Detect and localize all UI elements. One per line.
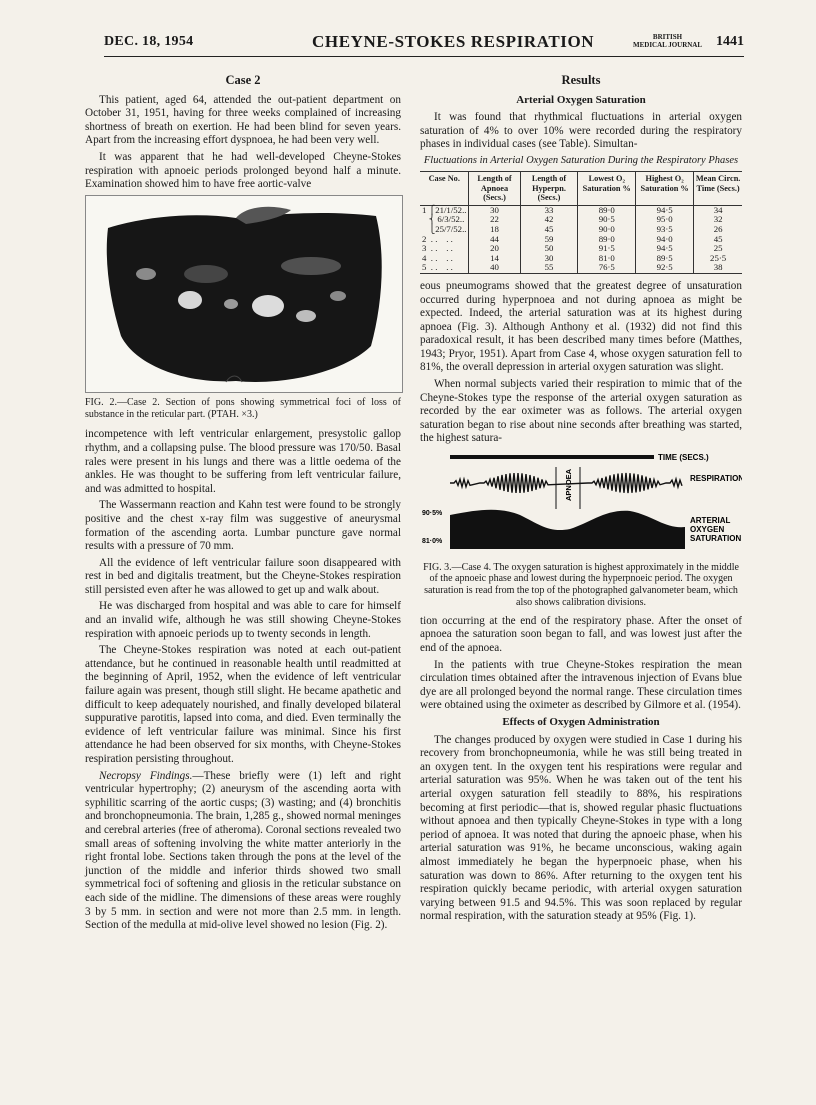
table-cell: 5 . . . . xyxy=(420,263,469,273)
page-header xyxy=(104,34,744,57)
journal-line-1: BRITISH xyxy=(652,33,683,41)
paragraph: The Wassermann reaction and Kahn test were found to be strongly positive and the chest x-ray film was suggestive of aneurysmal formation of the ascending aorta. Lumbar puncture gave normal results with a pressure of 70 mm. xyxy=(85,499,401,553)
table-row xyxy=(420,235,742,245)
table-header-row xyxy=(420,171,742,205)
results-heading: Results xyxy=(561,73,601,87)
case-heading: Case 2 xyxy=(225,73,261,87)
saturation-label-3: SATURATION xyxy=(690,534,742,544)
running-title: CHEYNE-STOKES RESPIRATION xyxy=(312,32,595,51)
paragraph: It was apparent that he had well-developed Cheyne-Stokes respiration with apnoeic periods prolonged beyond half a minute. Examination showed him to have free aortic-valve xyxy=(85,150,401,191)
time-scale-bar xyxy=(450,455,654,459)
table-cell: 32 xyxy=(694,215,742,225)
paragraph: incompetence with left ventricular enlargement, presystolic gallop rhythm, and a collapsing pulse. The blood pressure was 170/50. Basal rales were present in his lungs and there was a little oedema of the ankles. He was thought to be suffering from left ventricular failure, and was admitted to hospital. xyxy=(85,428,401,495)
paragraph: The Cheyne-Stokes respiration was noted at each out-patient attendance, but he continued in reasonable health until readmitted at the beginning of April, 1952, when the evidence of left ventricular failure again was present, though still slight. He became apathetic and difficult to keep adequately nourished, and finally developed bilateral suppurative parotitis, lapsed into coma, and died. Even terminally the evidence of left ventricular failure was minimal. Since his first attendance he had been observed for six months, with Cheyne-Stokes respiration persisting throughout. xyxy=(85,644,401,765)
table-cell: ⎨ 6/3/52.. xyxy=(422,214,465,225)
figure-2-photo xyxy=(85,195,403,393)
table-cell: 22 xyxy=(469,215,520,225)
table-cell: 93·5 xyxy=(636,225,694,235)
table-cell: 94·5 xyxy=(636,205,694,215)
table-header-cell: Length of Apnoea (Secs.) xyxy=(469,171,520,205)
table-cell: 2 . . . . xyxy=(422,233,453,244)
paragraph: tion occurring at the end of the respiratory phase. After the onset of apnoea the saturation soon began to fall, and was lowest just after the end of the apnoea. xyxy=(420,614,742,654)
table-row xyxy=(420,215,742,225)
table-cell: 26 xyxy=(694,225,742,235)
paragraph: It was found that rhythmical fluctuations in arterial oxygen saturation of 4% to over 10% were recorded during the respiratory phases in individual cases (see Table). Simultan- xyxy=(420,111,742,151)
table-cell: 45 xyxy=(520,225,578,235)
table-cell: 34 xyxy=(694,205,742,215)
low-saturation-label: 81·0% xyxy=(422,538,443,546)
table-cell: 3 . . . . xyxy=(422,243,453,254)
necropsy-text: —These briefly were (1) left and right ventricular hypertrophy; (2) aneurysm of the ascending aorta with syphilitic scarring of the aortic cusps; (3) wasting; and (4) bronchitis and bronchopneumonia. The brain, 1,285 g., showed normal meninges and cerebral arteries (free of atheroma). Coronal sections revealed two small areas of softening involving the white matter anteriorly in the right frontal lobe. Sections taken through the pons at the level of the junction of the middle and inferior thirds showed two small symmetrical foci of softening and gliosis in the reticular substance on each side of the midline. The dimensions of these areas were roughly 3 by 5 mm. in section and were not more than 2.5 mm. in length. Section of the medulla at mid-olive level showed no lesion (Fig. 2). xyxy=(85,769,401,932)
table-cell: 89·0 xyxy=(578,235,636,245)
apnoea-label: APNOEA xyxy=(564,468,573,502)
table-cell: 42 xyxy=(520,215,578,225)
table-cell: 44 xyxy=(469,235,520,245)
necropsy-lead: Necropsy Findings. xyxy=(99,769,193,782)
table-cell: 81·0 xyxy=(578,254,636,264)
table-cell: 90·5 xyxy=(578,215,636,225)
table-cell: 89·5 xyxy=(636,254,694,264)
paragraph: eous pneumograms showed that the greatest degree of unsaturation occurred during hyperpnoea and not during apnoea as might be expected. Indeed, the arterial saturation was at its highest during apnoea (Fig. 3). Although Anthony et al. (1932) did not find this paradoxical result, it has been described many times before (Matthes, 1943; Pryor, 1951). Apart from Case 4, whose oxygen saturation fell to 81%, the overall depression in arterial oxygen saturation was slight. xyxy=(420,279,742,374)
table-header-cell: Case No. xyxy=(420,171,469,205)
table-header-cell: Lowest O₂ Saturation % xyxy=(578,171,636,205)
table-cell: 33 xyxy=(520,205,578,215)
pons-section-image xyxy=(86,196,402,392)
table-row xyxy=(420,225,742,235)
page-number: 1441 xyxy=(716,34,744,49)
table-body xyxy=(420,205,742,273)
table-cell: 25·5 xyxy=(694,254,742,264)
paragraph: He was discharged from hospital and was able to care for himself and an invalid wife, although he was still showing Cheyne-Stokes respiration with apnoeic periods up to twenty seconds in length. xyxy=(85,600,401,640)
table-header-cell: Mean Circn. Time (Secs.) xyxy=(694,171,742,205)
journal-line-2: MEDICAL JOURNAL xyxy=(633,41,703,49)
journal-name xyxy=(633,33,702,49)
table-header-cell: Highest O₂ Saturation % xyxy=(636,171,694,205)
left-column xyxy=(85,70,401,936)
table-header-cell: Length of Hyperpn. (Secs.) xyxy=(520,171,578,205)
table-row xyxy=(420,263,742,273)
table-cell: 91·5 xyxy=(578,244,636,254)
paragraph: In the patients with true Cheyne-Stokes respiration the mean circulation times obtained after the intravenous injection of Evans blue dye are all prolonged beyond the normal range. These circulation times were obtained using the oximeter as described by Gilmore et al. (1954). xyxy=(420,658,742,712)
table-cell: 94·5 xyxy=(636,244,694,254)
saturation-table xyxy=(420,171,742,274)
time-label: TIME (SECS.) xyxy=(658,453,709,463)
table-cell: 95·0 xyxy=(636,215,694,225)
table-cell: 38 xyxy=(694,263,742,273)
table-cell: 25 xyxy=(694,244,742,254)
figure-3-tracing xyxy=(420,449,742,553)
table-cell: 76·5 xyxy=(578,263,636,273)
table-cell: 1 ⎧21/1/52.. xyxy=(422,204,467,215)
saturation-label-2: OXYGEN xyxy=(690,525,725,535)
saturation-heading: Arterial Oxygen Saturation xyxy=(516,93,646,106)
table-cell: 50 xyxy=(520,244,578,254)
table-cell: 40 xyxy=(469,263,520,273)
paragraph: When normal subjects varied their respiration to mimic that of the Cheyne-Stokes type the response of the arterial oxygen saturation as recorded by the ear oximeter was as follows. The arterial oxygen saturation began to rise about nine seconds after breathing was started, the highest satura- xyxy=(420,378,742,445)
table-cell: 94·0 xyxy=(636,235,694,245)
right-column xyxy=(420,70,742,927)
paragraph: The changes produced by oxygen were studied in Case 1 during his recovery from bronchopneumonia, while he was still being treated in an oxygen tent. In the oxygen tent his respirations were regular and arterial saturation was 95%. When he was taken out of the tent his arterial oxygen saturation fell steadily to 88%, his respirations becoming at first periodic—that is, showed regular phasic fluctuations without apnoea and then typically Cheyne-Stokes in type with a long period of apnoea. It was noted that during the apnoeic phase, when his arterial saturation was 91%, he became unconscious, waking again almost immediately he began the hyperpnoeic phase, when his saturation was down to 86%. After returning to the oxygen tent his respiration quickly became periodic, with arterial oxygen saturation varying between 91.5 and 94.5%. This was soon replaced by regular normal respiration, with the saturation steady at 95% (Fig. 1). xyxy=(420,733,742,923)
table-cell: 18 xyxy=(469,225,520,235)
table-cell: 89·0 xyxy=(578,205,636,215)
table-row xyxy=(420,205,742,215)
table-cell: 55 xyxy=(520,263,578,273)
table-row xyxy=(420,254,742,264)
table-caption: Fluctuations in Arterial Oxygen Saturation During the Respiratory Phases xyxy=(423,154,739,166)
paragraph: This patient, aged 64, attended the out-patient department on October 31, 1951, having for three weeks complained of increasing shortness of breath on exertion. He had been blind for seven years. Apart from the increasing effort dyspnoea, he had been very well. xyxy=(85,93,401,147)
table-cell: 92·5 xyxy=(636,263,694,273)
oxygen-heading: Effects of Oxygen Administration xyxy=(502,715,660,728)
figure-3-caption: FIG. 3.—Case 4. The oxygen saturation is highest approximately in the middle of the apnoeic phase and lowest during the hyperpnoeic period. The oxygen saturation is read from the top of the photographed galvanometer beam, which also shows calibration divisions. xyxy=(423,561,739,609)
paragraph: All the evidence of left ventricular failure soon disappeared with rest in bed and digitalis treatment, but the Cheyne-Stokes respiration still persisted even after he was allowed to get up and walk about. xyxy=(85,556,401,596)
table-cell: 30 xyxy=(469,205,520,215)
table-cell: ⎩25/7/52.. xyxy=(422,223,467,234)
table-cell: 20 xyxy=(469,244,520,254)
table-row xyxy=(420,244,742,254)
table-cell: 45 xyxy=(694,235,742,245)
respiration-label: RESPIRATION xyxy=(690,474,742,484)
figure-2-caption: FIG. 2.—Case 2. Section of pons showing symmetrical foci of loss of substance in the reticular part. (PTAH. ×3.) xyxy=(85,396,401,420)
table-cell: 4 . . . . xyxy=(422,252,453,263)
high-saturation-label: 90·5% xyxy=(422,510,443,518)
table-cell: 14 xyxy=(469,254,520,264)
paragraph xyxy=(85,770,401,933)
table-cell: 59 xyxy=(520,235,578,245)
saturation-label-1: ARTERIAL xyxy=(690,516,731,526)
issue-date: DEC. 18, 1954 xyxy=(104,34,194,49)
table-cell: 30 xyxy=(520,254,578,264)
table-cell: 90·0 xyxy=(578,225,636,235)
